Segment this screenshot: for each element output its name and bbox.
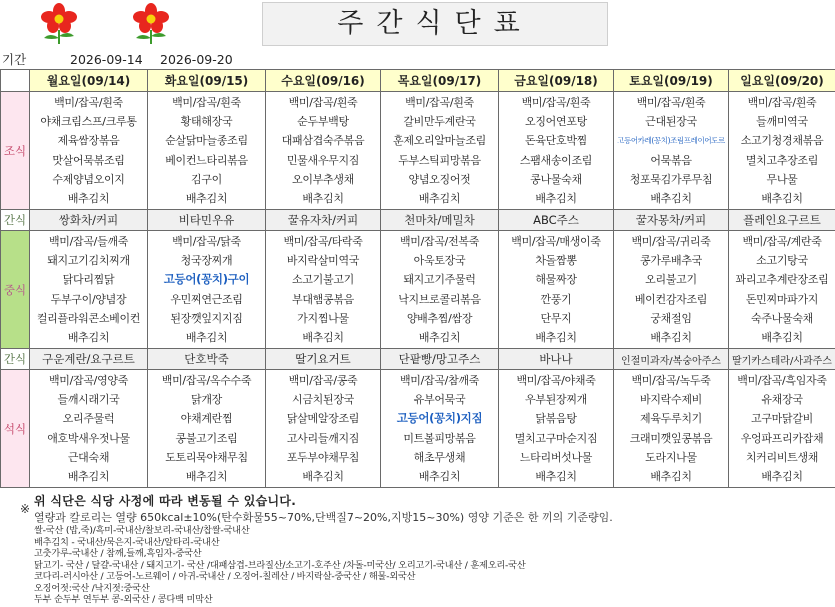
menu-item: 근대된장국 [645, 115, 697, 129]
menu-item: 도라지나물 [645, 450, 697, 464]
menu-item: 백미/잡곡/콩죽 [288, 373, 358, 387]
period-label: 기간 [2, 52, 27, 67]
page-title: 주간식단표 [262, 2, 608, 46]
menu-item: 양배추찜/쌈장 [406, 311, 473, 325]
header [0, 0, 835, 70]
day-header: 일요일(09/20) [729, 70, 835, 92]
menu-item: 도토리묵야채무침 [165, 450, 248, 464]
menu-item: 우민찌연근조림 [170, 292, 243, 306]
menu-item: 느타리버섯나물 [519, 450, 593, 464]
day-header: 수요일(09/16) [266, 70, 381, 92]
menu-item: 소고기불고기 [292, 273, 354, 287]
dinner-cell [148, 370, 266, 488]
menu-item: 닭다리찜닭 [62, 273, 115, 287]
lunch-cell [30, 231, 148, 349]
menu-item: 민물새우무지짐 [286, 153, 360, 167]
menu-item: 배추김치 [650, 330, 692, 344]
menu-item: 오리주물럭 [62, 412, 115, 426]
menu-item: 백미/잡곡/매생이죽 [511, 234, 601, 248]
menu-item: 해물짜장 [535, 273, 577, 287]
day-header: 화요일(09/15) [148, 70, 266, 92]
menu-item: 낙지브로콜리볶음 [398, 292, 481, 306]
snack-cell: 단팥빵/망고주스 [381, 349, 499, 370]
period-end: 2026-09-20 [160, 52, 233, 67]
menu-item: 베이컨느타리볶음 [165, 153, 248, 167]
menu-item: 오이부추생채 [292, 172, 354, 186]
snack-cell: 플레인요구르트 [729, 210, 835, 231]
menu-item: 궁채절임 [650, 311, 692, 325]
menu-item: 백미/잡곡/귀리죽 [631, 234, 711, 248]
meal-label-text: 석식 [3, 421, 27, 436]
menu-item: 백미/잡곡/흰죽 [747, 95, 817, 109]
snack-cell: 바나나 [499, 349, 614, 370]
menu-item: 백미/잡곡/흰죽 [54, 95, 123, 109]
breakfast-cell [30, 92, 148, 210]
menu-item: 콩불고기조림 [175, 431, 238, 445]
menu-item: 배추김치 [302, 330, 344, 344]
menu-item: 백미/잡곡/흰죽 [405, 95, 474, 109]
menu-item: 배추김치 [761, 330, 803, 344]
menu-item: 베이컨감자조림 [634, 292, 708, 306]
menu-item: 숙주나물숙채 [751, 311, 813, 325]
breakfast-cell [381, 92, 499, 210]
breakfast-cell [266, 92, 381, 210]
origin-line: 두부 순두부 연두부 콩-외국산 / 콩다백 미막산 [34, 594, 213, 605]
menu-item: 배추김치 [302, 469, 344, 483]
menu-item: 배추김치 [535, 469, 577, 483]
period-start: 2026-09-14 [70, 52, 143, 67]
menu-item: 고등어카레(꽁치)조림프레이어도르 [617, 136, 725, 146]
menu-item: 미트볼피망볶음 [403, 431, 476, 445]
menu-item: 멸치고구마순지짐 [514, 431, 598, 445]
snack-cell: 구운계란/요구르트 [30, 349, 148, 370]
meal-label-dinner [1, 370, 30, 488]
menu-item: 배추김치 [185, 469, 228, 483]
snack-cell: 꿀자몽차/커피 [614, 210, 729, 231]
menu-item: 제육쌈장볶음 [57, 134, 120, 148]
lunch-cell [148, 231, 266, 349]
menu-item: 청포묵김가루무침 [629, 172, 713, 186]
menu-item: 백미/잡곡/야채죽 [516, 373, 596, 387]
menu-item: 고등어(꽁치)지짐 [396, 411, 483, 426]
menu-item: 백미/잡곡/녹두죽 [631, 373, 711, 387]
menu-item: 애호박새우젓나물 [47, 431, 130, 445]
meal-label-snack [1, 349, 30, 370]
menu-item: 순두부백탕 [297, 115, 349, 129]
menu-item: 부대햄콩볶음 [292, 292, 354, 306]
menu-item: 백미/잡곡/흰죽 [521, 95, 591, 109]
menu-item: 멸치고추장조림 [745, 153, 819, 167]
day-header-row [1, 70, 835, 92]
menu-item: 배추김치 [418, 191, 461, 205]
day-header: 월요일(09/14) [30, 70, 148, 92]
menu-item: 배추김치 [761, 191, 803, 205]
origin-line: 오징어젓:국산 /낙지젓:중국산 [34, 582, 150, 594]
menu-item: 돈육단호박찜 [525, 134, 587, 148]
menu-item: 소고기탕국 [756, 254, 808, 268]
menu-item: 황태해장국 [180, 115, 233, 129]
origin-line: 고춧가루-국내산 / 참깨,들깨,흑임자-중국산 [34, 548, 202, 559]
meal-label-text: 중식 [3, 282, 27, 297]
snack-cell: 꿀유자차/커피 [266, 210, 381, 231]
menu-item: 고등어(꽁치)구이 [163, 272, 250, 287]
menu-item: 백미/잡곡/닭죽 [172, 234, 241, 248]
flower-icon [122, 2, 180, 44]
menu-item: 맛살어묵볶조림 [52, 153, 125, 167]
origin-line: 닭고기- 국산 / 달걀-국내산 / 돼지고기- 국산 /대패삼겹-브라질산/소고기-호주산 /차돌-미국산/ 오리고기-국내산 / 훈제오리-국산 [34, 559, 526, 571]
menu-item: 백미/잡곡/전복죽 [399, 234, 480, 248]
snack2-row [1, 349, 835, 370]
notes-section [0, 490, 835, 607]
menu-item: 김구이 [191, 172, 222, 186]
menu-item: 갈비만두계란국 [403, 115, 476, 129]
menu-item: 배추김치 [67, 330, 110, 344]
day-header: 토요일(09/19) [614, 70, 729, 92]
menu-item: 돼지고기김치찌개 [47, 254, 130, 268]
menu-item: 어묵볶음 [650, 153, 692, 167]
menu-item: 아욱토장국 [413, 254, 466, 268]
menu-item: 유부어묵국 [413, 393, 466, 407]
snack-cell: 딸기요거트 [266, 349, 381, 370]
period-row [0, 50, 835, 70]
menu-item: 된장깻잎지지짐 [170, 311, 243, 325]
menu-item: 오징어연포탕 [525, 115, 587, 129]
meal-label-lunch [1, 231, 30, 349]
menu-item: 배추김치 [67, 469, 110, 483]
menu-item: 유채장국 [761, 393, 803, 407]
origin-list [34, 525, 824, 606]
meal-label-text: 간식 [3, 352, 27, 366]
snack-cell: 딸기카스테라/사과주스 [729, 349, 835, 370]
meal-label-text: 간식 [3, 213, 27, 227]
menu-item: 배추김치 [67, 191, 110, 205]
menu-item: 근대숙채 [67, 450, 110, 464]
menu-item: 백미/잡곡/들깨죽 [48, 234, 129, 248]
meal-label-text: 조식 [3, 143, 27, 158]
menu-item: 차돌짬뽕 [535, 254, 577, 268]
origin-line: 쌀-국산 (밥,죽)/흑미-국내산/찰보리-국내산/찹쌀-국내산 [34, 525, 250, 536]
menu-item: 깐풍기 [540, 292, 572, 306]
menu-item: 콩나물숙채 [530, 172, 582, 186]
menu-item: 배추김치 [302, 191, 344, 205]
menu-item: 배추김치 [418, 330, 461, 344]
menu-item: 순살닭마늘종조림 [165, 134, 248, 148]
menu-item: 닭개장 [191, 393, 222, 407]
menu-item: 배추김치 [535, 191, 577, 205]
corner-cell [1, 70, 30, 92]
menu-item: 청국장찌개 [180, 254, 233, 268]
menu-item: 배추김치 [650, 191, 692, 205]
snack-cell: 쌍화차/커피 [30, 210, 148, 231]
menu-item: 소고기청경채볶음 [740, 134, 824, 148]
origin-line: 배추김치 - 국내산/묵은지-국내산/알타리-국내산 [34, 536, 220, 548]
lunch-row [1, 231, 835, 349]
menu-item: 백미/잡곡/타락죽 [283, 234, 363, 248]
snack-cell: ABC주스 [499, 210, 614, 231]
menu-item: 훈제오리알마늘조림 [393, 134, 486, 148]
menu-item: 배추김치 [185, 330, 228, 344]
dinner-row [1, 370, 835, 488]
dinner-cell [381, 370, 499, 488]
snack1-row [1, 210, 835, 231]
flower-icon [30, 2, 88, 44]
menu-item: 바지락살미역국 [286, 254, 360, 268]
menu-item: 고구마닭갈비 [751, 412, 813, 426]
breakfast-cell [148, 92, 266, 210]
menu-item: 야채크림스프/크루통 [40, 115, 137, 129]
dinner-cell [499, 370, 614, 488]
lunch-cell [266, 231, 381, 349]
dinner-cell [729, 370, 835, 488]
menu-item: 배추김치 [418, 469, 461, 483]
menu-item: 제육두루치기 [640, 412, 702, 426]
menu-item: 백미/잡곡/옥수수죽 [161, 373, 252, 387]
menu-item: 포두부야채무침 [286, 450, 360, 464]
breakfast-cell [729, 92, 835, 210]
menu-item: 백미/잡곡/계란죽 [742, 234, 822, 248]
menu-item: 콩가루배추국 [640, 254, 702, 268]
menu-item: 배추김치 [650, 469, 692, 483]
menu-item: 크래미깻잎콩볶음 [629, 431, 713, 445]
snack-cell: 천마차/메밀차 [381, 210, 499, 231]
breakfast-cell [499, 92, 614, 210]
lunch-cell [729, 231, 835, 349]
origin-line: 코다리-러시아산 / 고등어-노르웨이 / 아귀-국내산 / 오징어-칠레산 / 바지락살-중국산 / 해물-외국산 [34, 571, 416, 582]
menu-item: 돼지고기주물럭 [403, 273, 476, 287]
menu-item: 스팸새송이조림 [519, 153, 593, 167]
menu-item: 백미/잡곡/흰죽 [636, 95, 706, 109]
menu-item: 닭볶음탕 [535, 412, 577, 426]
dinner-cell [614, 370, 729, 488]
menu-item: 바지락수제비 [640, 393, 702, 407]
breakfast-cell [614, 92, 729, 210]
menu-item: 해초무생채 [413, 450, 466, 464]
dinner-cell [30, 370, 148, 488]
breakfast-row [1, 92, 835, 210]
day-header: 금요일(09/18) [499, 70, 614, 92]
menu-item: 배추김치 [535, 330, 577, 344]
menu-item: 대패삼겹숙주볶음 [281, 134, 365, 148]
menu-item: 백미/잡곡/영양죽 [48, 373, 129, 387]
dinner-cell [266, 370, 381, 488]
menu-item: 배추김치 [761, 469, 803, 483]
menu-item: 우부된장찌개 [525, 393, 587, 407]
lunch-cell [499, 231, 614, 349]
nutrition-note: 열량과 칼로리는 열량 650kcal±10%(탄수화물55~70%,단백질7~20%,지방15~30%) 영양 기준은 한 끼의 기준량임. [34, 511, 613, 524]
snack-cell: 비타민우유 [148, 210, 266, 231]
menu-item: 치커리비트생채 [745, 450, 819, 464]
menu-item: 두부스틱피망볶음 [398, 153, 481, 167]
menu-item: 가지찜나물 [297, 311, 349, 325]
menu-item: 수제양념오이지 [52, 172, 125, 186]
menu-item: 우엉파프리카잡채 [740, 431, 824, 445]
lunch-cell [381, 231, 499, 349]
notice-text: 위 식단은 식당 사정에 따라 변동될 수 있습니다. [34, 494, 297, 508]
note-mark: ※ [20, 502, 31, 516]
meal-label-snack [1, 210, 30, 231]
menu-item: 들깨미역국 [756, 115, 808, 129]
menu-item: 백미/잡곡/흰죽 [288, 95, 358, 109]
menu-table [0, 69, 835, 488]
menu-item: 배추김치 [185, 191, 228, 205]
meal-label-breakfast [1, 92, 30, 210]
menu-item: 야채계란찜 [180, 412, 233, 426]
menu-item: 들깨시래기국 [57, 393, 120, 407]
menu-item: 단무지 [540, 311, 572, 325]
menu-item: 꽈리고추계란장조림 [735, 273, 829, 287]
menu-item: 두부구이/양념장 [50, 292, 127, 306]
menu-item: 컬리플라워콘소베이컨 [36, 311, 141, 325]
lunch-cell [614, 231, 729, 349]
menu-item: 양념오징어젓 [408, 172, 471, 186]
menu-item: 백미/잡곡/흰죽 [172, 95, 241, 109]
menu-item: 무나물 [766, 172, 798, 186]
menu-item: 시금치된장국 [292, 393, 354, 407]
menu-item: 돈민찌마파가지 [745, 292, 819, 306]
menu-item: 백미/잡곡/흑임자죽 [737, 373, 827, 387]
menu-item: 백미/잡곡/참깨죽 [399, 373, 480, 387]
menu-item: 닭살메알장조림 [286, 412, 360, 426]
menu-item: 오리불고기 [645, 273, 697, 287]
day-header: 목요일(09/17) [381, 70, 499, 92]
menu-item: 고사리들깨지짐 [286, 431, 360, 445]
snack-cell: 인절미과자/복숭아주스 [614, 349, 729, 370]
snack-cell: 단호박죽 [148, 349, 266, 370]
